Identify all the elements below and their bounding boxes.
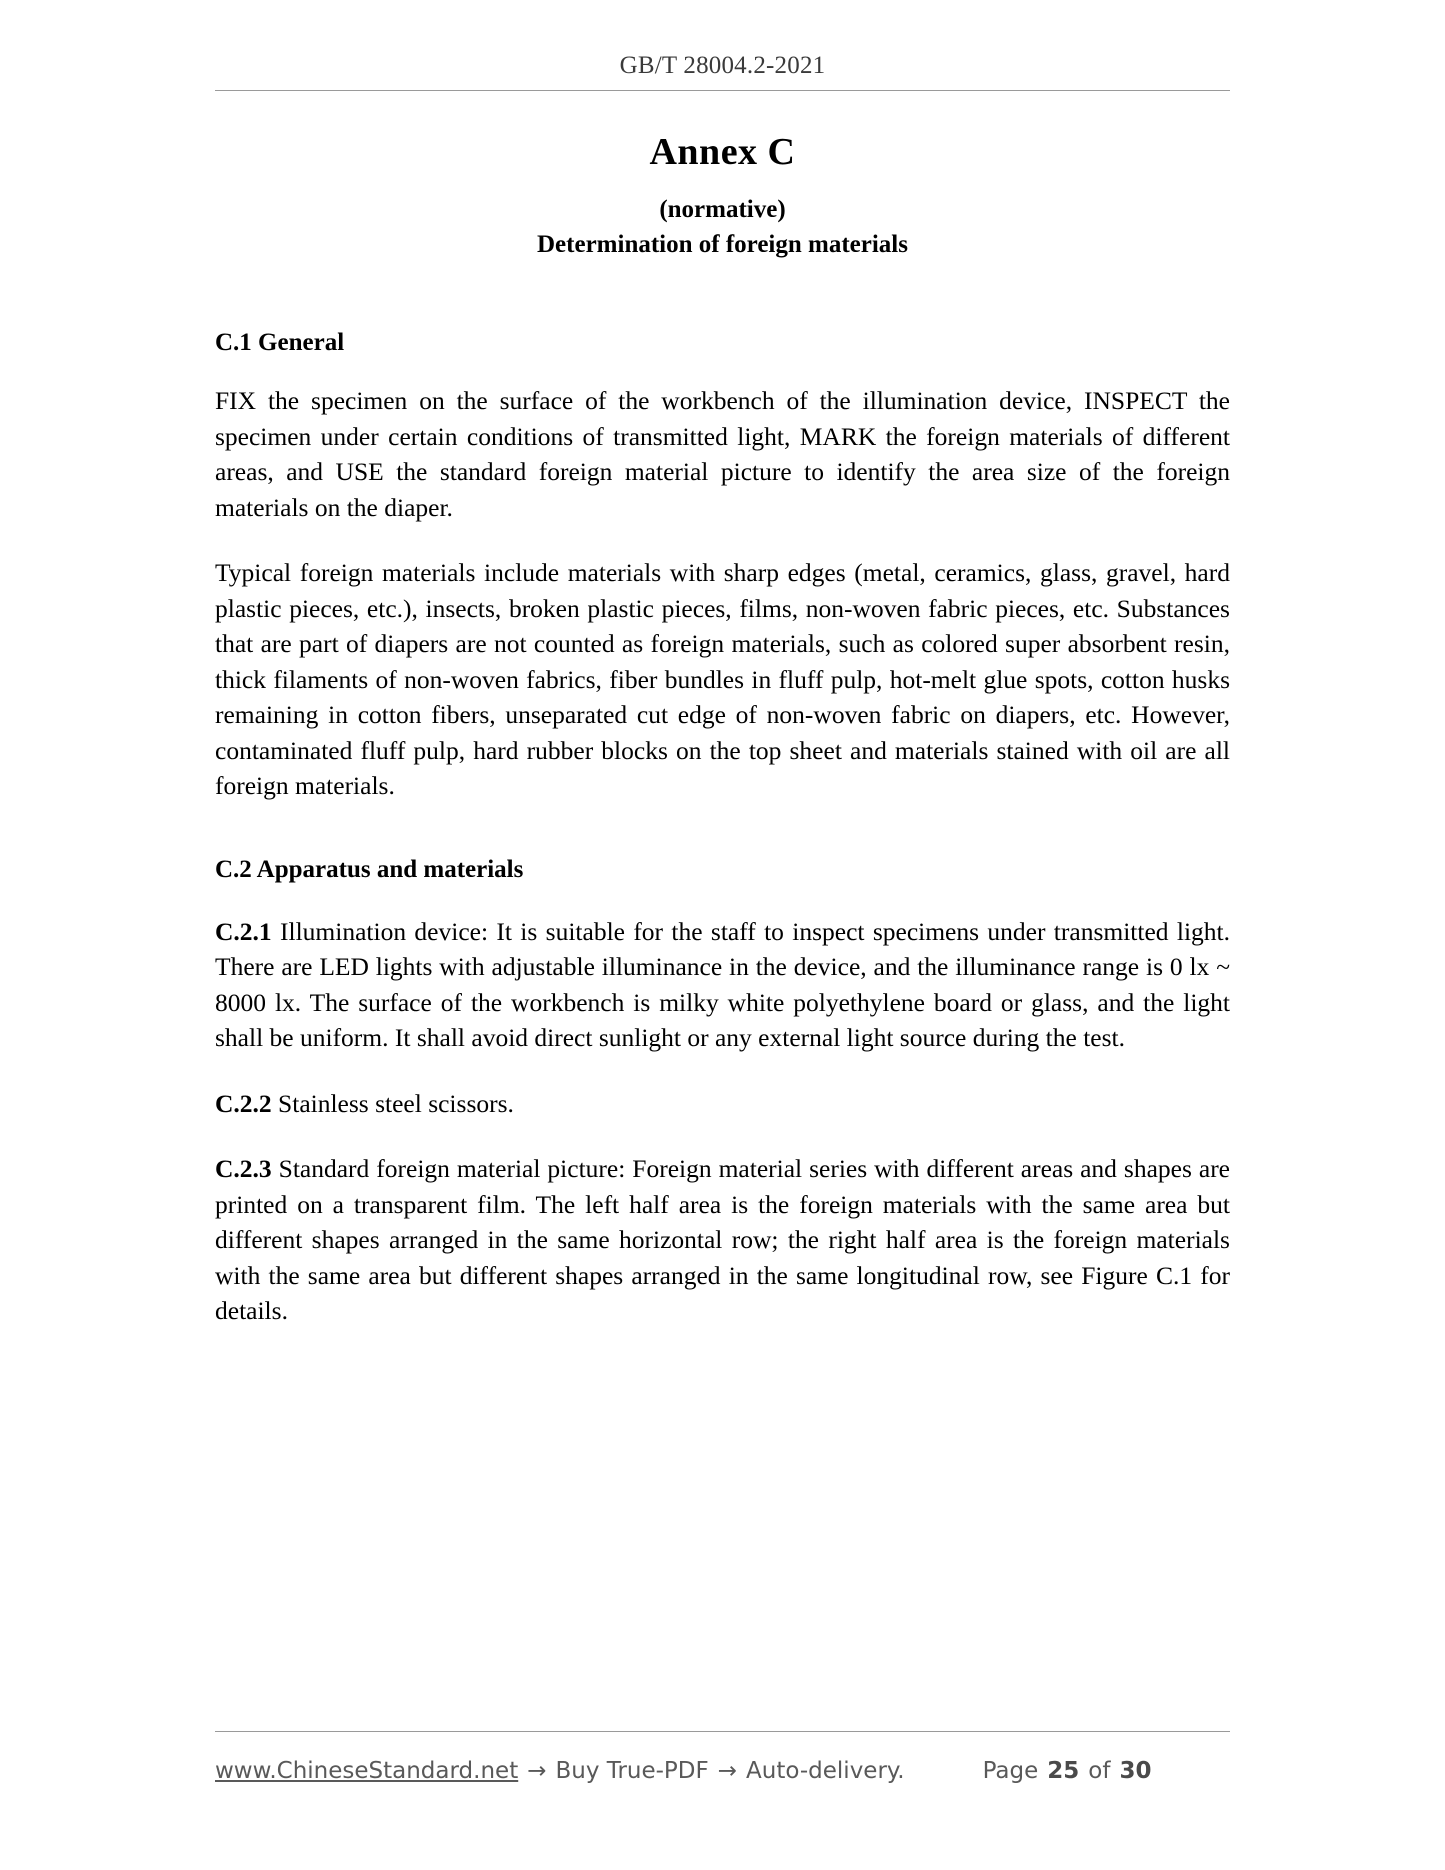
- paragraph-c1-1: FIX the specimen on the surface of the workbench of the illumination device, INSPECT the specimen under certain conditions of transmitted light, MARK the foreign materials of different areas, and USE the standard foreign material picture to identify the area size of the foreign materials on the diaper.: [215, 386, 1230, 522]
- page-word: Page: [982, 1758, 1039, 1784]
- paragraph-c1-2: Typical foreign materials include materials with sharp edges (metal, ceramics, glass, gravel, hard plastic pieces, etc.), insects, broken plastic pieces, films, non-woven fabric pieces, etc. Substances that are part of diapers are not counted as foreign materials, such as colored super absorbent resin, thick filaments of non-woven fabrics, fiber bundles in fluff pulp, hot-melt glue spots, cotton husks remaining in cotton fibers, unseparated cut edge of non-woven fabric on diapers, etc. However, contaminated fluff pulp, hard rubber blocks on the top sheet and materials stained with oil are all foreign materials.: [215, 558, 1230, 800]
- header-divider: [215, 90, 1230, 91]
- clause-label-c21: C.2.1: [215, 916, 272, 946]
- current-page-number: 25: [1047, 1758, 1080, 1784]
- page-footer: [215, 1758, 1230, 1784]
- clause-text-c22: Stainless steel scissors.: [278, 1088, 514, 1118]
- clause-label-c23: C.2.3: [215, 1154, 272, 1183]
- annex-type: (normative): [659, 196, 786, 223]
- arrow-right-icon: →: [527, 1758, 547, 1784]
- footer-buy-text: Buy True-PDF: [555, 1758, 709, 1784]
- standard-code: GB/T 28004.2-2021: [619, 52, 826, 79]
- section-heading-c2: C.2 Apparatus and materials: [215, 855, 524, 883]
- clause-text-c23: Standard foreign material picture: Foreign material series with different areas and shapes are printed on a transparent film. The left half area is the foreign materials with the same area but different shapes arranged in the same horizontal row; the right half area is the foreign materials with the same area but different shapes arranged in the same longitudinal row, see Figure C.1 for details.: [215, 1154, 1230, 1325]
- clause-label-c22: C.2.2: [215, 1088, 272, 1118]
- paragraph-c2-1: [215, 884, 1230, 1056]
- website-link[interactable]: www.ChineseStandard.net: [215, 1758, 519, 1784]
- section-heading-c1: C.1 General: [215, 329, 345, 356]
- of-word: of: [1088, 1758, 1111, 1784]
- paragraph-c2-3: [215, 1121, 1230, 1329]
- page-indicator: [983, 1758, 1152, 1784]
- footer-delivery-text: Auto-delivery.: [746, 1758, 905, 1784]
- page-content: [215, 118, 1230, 1329]
- footer-divider: [215, 1731, 1230, 1732]
- clause-text-c21: Illumination device: It is suitable for the staff to inspect specimens under transmitted light. There are LED lights with adjustable illuminance in the device, and the illuminance range is 0 lx ~ 8000 lx. The surface of the workbench is milky white polyethylene board or glass, and the light shall be uniform. It shall avoid direct sunlight or any external light source during the test.: [215, 916, 1230, 1052]
- running-header: [215, 52, 1230, 80]
- annex-title: Annex C: [649, 131, 796, 173]
- arrow-right-icon-2: →: [717, 1758, 738, 1784]
- total-page-number: 30: [1119, 1758, 1152, 1784]
- annex-name: Determination of foreign materials: [537, 231, 908, 258]
- paragraph-c2-2: [215, 1056, 1230, 1122]
- footer-promo: [215, 1758, 905, 1784]
